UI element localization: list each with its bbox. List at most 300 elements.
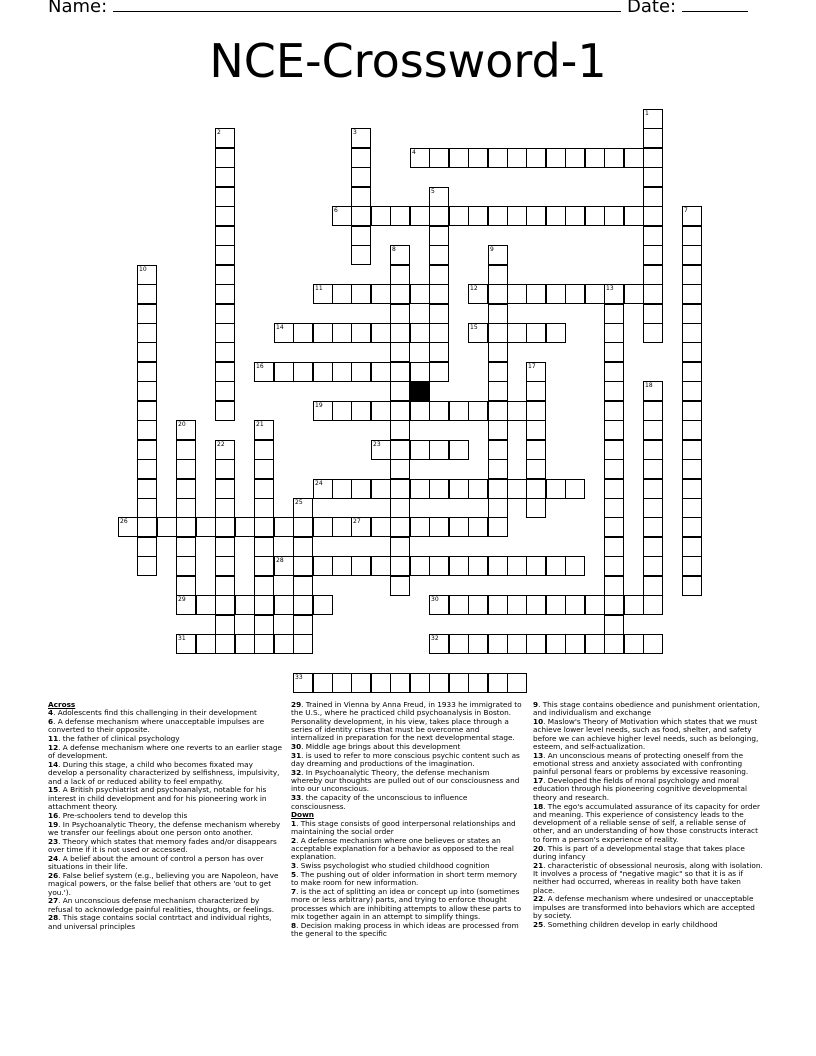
grid-cell[interactable]: [332, 479, 352, 499]
grid-cell[interactable]: [274, 634, 294, 654]
grid-cell[interactable]: [351, 673, 371, 693]
grid-cell[interactable]: [254, 362, 274, 382]
grid-cell[interactable]: [507, 401, 527, 421]
grid-cell[interactable]: [507, 479, 527, 499]
grid-cell[interactable]: [215, 401, 235, 421]
grid-cell[interactable]: [643, 595, 663, 615]
grid-cell[interactable]: [351, 226, 371, 246]
grid-cell[interactable]: [410, 673, 430, 693]
grid-cell[interactable]: [215, 304, 235, 324]
grid-cell[interactable]: [526, 362, 546, 382]
grid-cell[interactable]: [488, 304, 508, 324]
grid-cell[interactable]: [526, 206, 546, 226]
grid-cell[interactable]: [488, 323, 508, 343]
grid-cell[interactable]: [585, 634, 605, 654]
grid-cell[interactable]: [604, 576, 624, 596]
grid-cell[interactable]: [604, 304, 624, 324]
grid-cell[interactable]: [429, 284, 449, 304]
grid-cell[interactable]: [137, 401, 157, 421]
grid-cell[interactable]: [449, 479, 469, 499]
grid-cell[interactable]: [488, 148, 508, 168]
grid-cell[interactable]: [274, 556, 294, 576]
grid-cell[interactable]: [254, 517, 274, 537]
grid-cell[interactable]: [137, 381, 157, 401]
grid-cell[interactable]: [215, 576, 235, 596]
grid-cell[interactable]: [293, 615, 313, 635]
grid-cell[interactable]: [215, 167, 235, 187]
grid-cell[interactable]: [215, 517, 235, 537]
grid-cell[interactable]: [604, 323, 624, 343]
grid-cell[interactable]: [488, 517, 508, 537]
grid-cell[interactable]: [682, 381, 702, 401]
grid-cell[interactable]: [137, 420, 157, 440]
grid-cell[interactable]: [215, 459, 235, 479]
grid-cell[interactable]: [215, 362, 235, 382]
grid-cell[interactable]: [526, 284, 546, 304]
grid-cell[interactable]: [643, 206, 663, 226]
grid-cell[interactable]: [682, 440, 702, 460]
grid-cell[interactable]: [429, 187, 449, 207]
grid-cell[interactable]: [546, 206, 566, 226]
grid-cell[interactable]: [137, 440, 157, 460]
grid-cell[interactable]: [429, 148, 449, 168]
grid-cell[interactable]: [643, 537, 663, 557]
grid-cell[interactable]: [137, 498, 157, 518]
grid-cell[interactable]: [604, 148, 624, 168]
grid-cell[interactable]: [526, 595, 546, 615]
grid-cell[interactable]: [585, 206, 605, 226]
grid-cell[interactable]: [488, 245, 508, 265]
grid-cell[interactable]: [565, 556, 585, 576]
grid-cell[interactable]: [137, 304, 157, 324]
grid-cell[interactable]: [468, 206, 488, 226]
grid-cell[interactable]: [410, 556, 430, 576]
grid-cell[interactable]: [274, 323, 294, 343]
grid-cell[interactable]: [449, 517, 469, 537]
grid-cell[interactable]: [643, 167, 663, 187]
grid-cell[interactable]: [565, 284, 585, 304]
grid-cell[interactable]: [468, 517, 488, 537]
grid-cell[interactable]: [624, 206, 644, 226]
grid-cell[interactable]: [176, 479, 196, 499]
grid-cell[interactable]: [351, 245, 371, 265]
grid-cell[interactable]: [565, 148, 585, 168]
grid-cell[interactable]: [332, 206, 352, 226]
grid-cell[interactable]: [410, 323, 430, 343]
grid-cell[interactable]: [215, 265, 235, 285]
grid-cell[interactable]: [546, 323, 566, 343]
grid-cell[interactable]: [643, 128, 663, 148]
grid-cell[interactable]: [274, 362, 294, 382]
grid-cell[interactable]: [429, 634, 449, 654]
grid-cell[interactable]: [526, 479, 546, 499]
grid-cell[interactable]: [526, 148, 546, 168]
grid-cell[interactable]: [682, 206, 702, 226]
grid-cell[interactable]: [488, 362, 508, 382]
grid-cell[interactable]: [351, 148, 371, 168]
grid-cell[interactable]: [643, 459, 663, 479]
grid-cell[interactable]: [293, 634, 313, 654]
grid-cell[interactable]: [390, 381, 410, 401]
grid-cell[interactable]: [215, 187, 235, 207]
grid-cell[interactable]: [390, 206, 410, 226]
grid-cell[interactable]: [429, 342, 449, 362]
grid-cell[interactable]: [682, 342, 702, 362]
grid-cell[interactable]: [488, 420, 508, 440]
grid-cell[interactable]: [410, 401, 430, 421]
grid-cell[interactable]: [293, 498, 313, 518]
grid-cell[interactable]: [429, 673, 449, 693]
grid-cell[interactable]: [254, 615, 274, 635]
grid-cell[interactable]: [351, 517, 371, 537]
grid-cell[interactable]: [137, 265, 157, 285]
grid-cell[interactable]: [351, 362, 371, 382]
grid-cell[interactable]: [410, 479, 430, 499]
grid-cell[interactable]: [215, 323, 235, 343]
grid-cell[interactable]: [546, 284, 566, 304]
grid-cell[interactable]: [546, 634, 566, 654]
grid-cell[interactable]: [585, 148, 605, 168]
grid-cell[interactable]: [390, 673, 410, 693]
grid-cell[interactable]: [196, 595, 216, 615]
grid-cell[interactable]: [157, 517, 177, 537]
grid-cell[interactable]: [682, 401, 702, 421]
grid-cell[interactable]: [176, 595, 196, 615]
grid-cell[interactable]: [390, 556, 410, 576]
grid-cell[interactable]: [410, 148, 430, 168]
grid-cell[interactable]: [604, 634, 624, 654]
grid-cell[interactable]: [137, 323, 157, 343]
grid-cell[interactable]: [371, 401, 391, 421]
grid-cell[interactable]: [429, 265, 449, 285]
grid-cell[interactable]: [351, 323, 371, 343]
grid-cell[interactable]: [390, 362, 410, 382]
grid-cell[interactable]: [585, 284, 605, 304]
grid-cell[interactable]: [604, 498, 624, 518]
grid-cell[interactable]: [313, 362, 333, 382]
grid-cell[interactable]: [429, 323, 449, 343]
grid-cell[interactable]: [429, 595, 449, 615]
grid-cell[interactable]: [604, 459, 624, 479]
grid-cell[interactable]: [293, 323, 313, 343]
grid-cell[interactable]: [565, 479, 585, 499]
grid-cell[interactable]: [682, 576, 702, 596]
grid-cell[interactable]: [371, 362, 391, 382]
grid-cell[interactable]: [137, 362, 157, 382]
grid-cell[interactable]: [390, 420, 410, 440]
grid-cell[interactable]: [137, 342, 157, 362]
grid-cell[interactable]: [624, 634, 644, 654]
grid-cell[interactable]: [468, 595, 488, 615]
grid-cell[interactable]: [526, 401, 546, 421]
grid-cell[interactable]: [332, 401, 352, 421]
grid-cell[interactable]: [604, 206, 624, 226]
grid-cell[interactable]: [410, 284, 430, 304]
grid-cell[interactable]: [429, 362, 449, 382]
grid-cell[interactable]: [410, 440, 430, 460]
grid-cell[interactable]: [682, 362, 702, 382]
grid-cell[interactable]: [429, 206, 449, 226]
grid-cell[interactable]: [176, 420, 196, 440]
grid-cell[interactable]: [254, 595, 274, 615]
grid-cell[interactable]: [254, 459, 274, 479]
grid-cell[interactable]: [371, 517, 391, 537]
grid-cell[interactable]: [254, 634, 274, 654]
grid-cell[interactable]: [682, 265, 702, 285]
grid-cell[interactable]: [254, 440, 274, 460]
grid-cell[interactable]: [390, 440, 410, 460]
grid-cell[interactable]: [526, 420, 546, 440]
grid-cell[interactable]: [488, 673, 508, 693]
grid-cell[interactable]: [293, 517, 313, 537]
grid-cell[interactable]: [410, 517, 430, 537]
grid-cell[interactable]: [351, 206, 371, 226]
grid-cell[interactable]: [488, 556, 508, 576]
grid-cell[interactable]: [235, 517, 255, 537]
grid-cell[interactable]: [332, 517, 352, 537]
grid-cell[interactable]: [643, 284, 663, 304]
grid-cell[interactable]: [488, 381, 508, 401]
grid-cell[interactable]: [390, 342, 410, 362]
grid-cell[interactable]: [176, 498, 196, 518]
grid-cell[interactable]: [507, 148, 527, 168]
grid-cell[interactable]: [682, 537, 702, 557]
grid-cell[interactable]: [215, 479, 235, 499]
grid-cell[interactable]: [137, 459, 157, 479]
grid-cell[interactable]: [488, 479, 508, 499]
grid-cell[interactable]: [546, 479, 566, 499]
grid-cell[interactable]: [468, 634, 488, 654]
grid-cell[interactable]: [643, 381, 663, 401]
grid-cell[interactable]: [565, 634, 585, 654]
grid-cell[interactable]: [488, 342, 508, 362]
grid-cell[interactable]: [176, 537, 196, 557]
grid-cell[interactable]: [682, 323, 702, 343]
grid-cell[interactable]: [604, 479, 624, 499]
grid-cell[interactable]: [313, 517, 333, 537]
grid-cell[interactable]: [624, 148, 644, 168]
grid-cell[interactable]: [390, 245, 410, 265]
grid-cell[interactable]: [643, 304, 663, 324]
grid-cell[interactable]: [176, 556, 196, 576]
grid-cell[interactable]: [526, 459, 546, 479]
grid-cell[interactable]: [682, 245, 702, 265]
grid-cell[interactable]: [449, 148, 469, 168]
grid-cell[interactable]: [468, 401, 488, 421]
grid-cell[interactable]: [682, 479, 702, 499]
grid-cell[interactable]: [643, 517, 663, 537]
grid-cell[interactable]: [643, 479, 663, 499]
grid-cell[interactable]: [137, 284, 157, 304]
grid-cell[interactable]: [390, 576, 410, 596]
grid-cell[interactable]: [293, 595, 313, 615]
grid-cell[interactable]: [351, 479, 371, 499]
grid-cell[interactable]: [313, 479, 333, 499]
grid-cell[interactable]: [643, 576, 663, 596]
grid-cell[interactable]: [410, 362, 430, 382]
grid-cell[interactable]: [468, 148, 488, 168]
grid-cell[interactable]: [682, 420, 702, 440]
grid-cell[interactable]: [488, 634, 508, 654]
grid-cell[interactable]: [449, 673, 469, 693]
grid-cell[interactable]: [371, 556, 391, 576]
grid-cell[interactable]: [624, 595, 644, 615]
grid-cell[interactable]: [215, 128, 235, 148]
grid-cell[interactable]: [604, 615, 624, 635]
grid-cell[interactable]: [604, 440, 624, 460]
grid-cell[interactable]: [604, 537, 624, 557]
grid-cell[interactable]: [429, 556, 449, 576]
grid-cell[interactable]: [176, 517, 196, 537]
grid-cell[interactable]: [682, 304, 702, 324]
grid-cell[interactable]: [215, 498, 235, 518]
grid-cell[interactable]: [176, 440, 196, 460]
grid-cell[interactable]: [390, 459, 410, 479]
grid-cell[interactable]: [624, 284, 644, 304]
grid-cell[interactable]: [546, 595, 566, 615]
grid-cell[interactable]: [215, 634, 235, 654]
grid-cell[interactable]: [390, 401, 410, 421]
grid-cell[interactable]: [449, 440, 469, 460]
grid-cell[interactable]: [313, 556, 333, 576]
grid-cell[interactable]: [488, 265, 508, 285]
grid-cell[interactable]: [682, 459, 702, 479]
grid-cell[interactable]: [313, 401, 333, 421]
grid-cell[interactable]: [254, 556, 274, 576]
grid-cell[interactable]: [274, 595, 294, 615]
grid-cell[interactable]: [254, 498, 274, 518]
grid-cell[interactable]: [488, 440, 508, 460]
grid-cell[interactable]: [429, 245, 449, 265]
grid-cell[interactable]: [274, 517, 294, 537]
grid-cell[interactable]: [449, 595, 469, 615]
grid-cell[interactable]: [215, 440, 235, 460]
grid-cell[interactable]: [351, 284, 371, 304]
grid-cell[interactable]: [371, 479, 391, 499]
grid-cell[interactable]: [332, 284, 352, 304]
grid-cell[interactable]: [254, 479, 274, 499]
grid-cell[interactable]: [137, 479, 157, 499]
grid-cell[interactable]: [313, 323, 333, 343]
grid-cell[interactable]: [507, 323, 527, 343]
grid-cell[interactable]: [682, 498, 702, 518]
grid-cell[interactable]: [488, 206, 508, 226]
grid-cell[interactable]: [332, 673, 352, 693]
grid-cell[interactable]: [643, 498, 663, 518]
grid-cell[interactable]: [293, 556, 313, 576]
grid-cell[interactable]: [215, 245, 235, 265]
grid-cell[interactable]: [390, 304, 410, 324]
grid-cell[interactable]: [604, 517, 624, 537]
grid-cell[interactable]: [526, 381, 546, 401]
grid-cell[interactable]: [390, 265, 410, 285]
grid-cell[interactable]: [293, 673, 313, 693]
grid-cell[interactable]: [371, 323, 391, 343]
grid-cell[interactable]: [643, 265, 663, 285]
grid-cell[interactable]: [196, 517, 216, 537]
grid-cell[interactable]: [118, 517, 138, 537]
grid-cell[interactable]: [488, 459, 508, 479]
grid-cell[interactable]: [604, 595, 624, 615]
grid-cell[interactable]: [526, 440, 546, 460]
grid-cell[interactable]: [410, 206, 430, 226]
grid-cell[interactable]: [507, 595, 527, 615]
grid-cell[interactable]: [254, 420, 274, 440]
grid-cell[interactable]: [488, 284, 508, 304]
grid-cell[interactable]: [313, 673, 333, 693]
grid-cell[interactable]: [429, 401, 449, 421]
grid-cell[interactable]: [215, 284, 235, 304]
grid-cell[interactable]: [332, 362, 352, 382]
grid-cell[interactable]: [371, 284, 391, 304]
grid-cell[interactable]: [468, 284, 488, 304]
grid-cell[interactable]: [507, 673, 527, 693]
grid-cell[interactable]: [565, 595, 585, 615]
grid-cell[interactable]: [643, 187, 663, 207]
grid-cell[interactable]: [137, 537, 157, 557]
grid-cell[interactable]: [137, 517, 157, 537]
grid-cell[interactable]: [643, 440, 663, 460]
grid-cell[interactable]: [643, 634, 663, 654]
grid-cell[interactable]: [293, 537, 313, 557]
grid-cell[interactable]: [682, 556, 702, 576]
grid-cell[interactable]: [643, 401, 663, 421]
grid-cell[interactable]: [235, 595, 255, 615]
grid-cell[interactable]: [429, 517, 449, 537]
grid-cell[interactable]: [526, 323, 546, 343]
grid-cell[interactable]: [390, 517, 410, 537]
grid-cell[interactable]: [604, 556, 624, 576]
grid-cell[interactable]: [390, 284, 410, 304]
grid-cell[interactable]: [604, 401, 624, 421]
grid-cell[interactable]: [507, 284, 527, 304]
grid-cell[interactable]: [351, 167, 371, 187]
grid-cell[interactable]: [604, 284, 624, 304]
grid-cell[interactable]: [390, 498, 410, 518]
grid-cell[interactable]: [390, 323, 410, 343]
grid-cell[interactable]: [215, 556, 235, 576]
grid-cell[interactable]: [429, 479, 449, 499]
grid-cell[interactable]: [682, 517, 702, 537]
grid-cell[interactable]: [215, 226, 235, 246]
grid-cell[interactable]: [137, 556, 157, 576]
grid-cell[interactable]: [215, 381, 235, 401]
grid-cell[interactable]: [215, 595, 235, 615]
grid-cell[interactable]: [215, 206, 235, 226]
grid-cell[interactable]: [293, 362, 313, 382]
grid-cell[interactable]: [488, 401, 508, 421]
grid-cell[interactable]: [215, 342, 235, 362]
grid-cell[interactable]: [176, 576, 196, 596]
grid-cell[interactable]: [215, 148, 235, 168]
grid-cell[interactable]: [196, 634, 216, 654]
grid-cell[interactable]: [643, 109, 663, 129]
grid-cell[interactable]: [371, 440, 391, 460]
grid-cell[interactable]: [313, 284, 333, 304]
grid-cell[interactable]: [526, 498, 546, 518]
grid-cell[interactable]: [546, 148, 566, 168]
grid-cell[interactable]: [351, 556, 371, 576]
grid-cell[interactable]: [468, 479, 488, 499]
grid-cell[interactable]: [351, 187, 371, 207]
grid-cell[interactable]: [526, 556, 546, 576]
grid-cell[interactable]: [604, 342, 624, 362]
grid-cell[interactable]: [313, 595, 333, 615]
grid-cell[interactable]: [643, 148, 663, 168]
grid-cell[interactable]: [507, 556, 527, 576]
grid-cell[interactable]: [507, 634, 527, 654]
grid-cell[interactable]: [215, 537, 235, 557]
